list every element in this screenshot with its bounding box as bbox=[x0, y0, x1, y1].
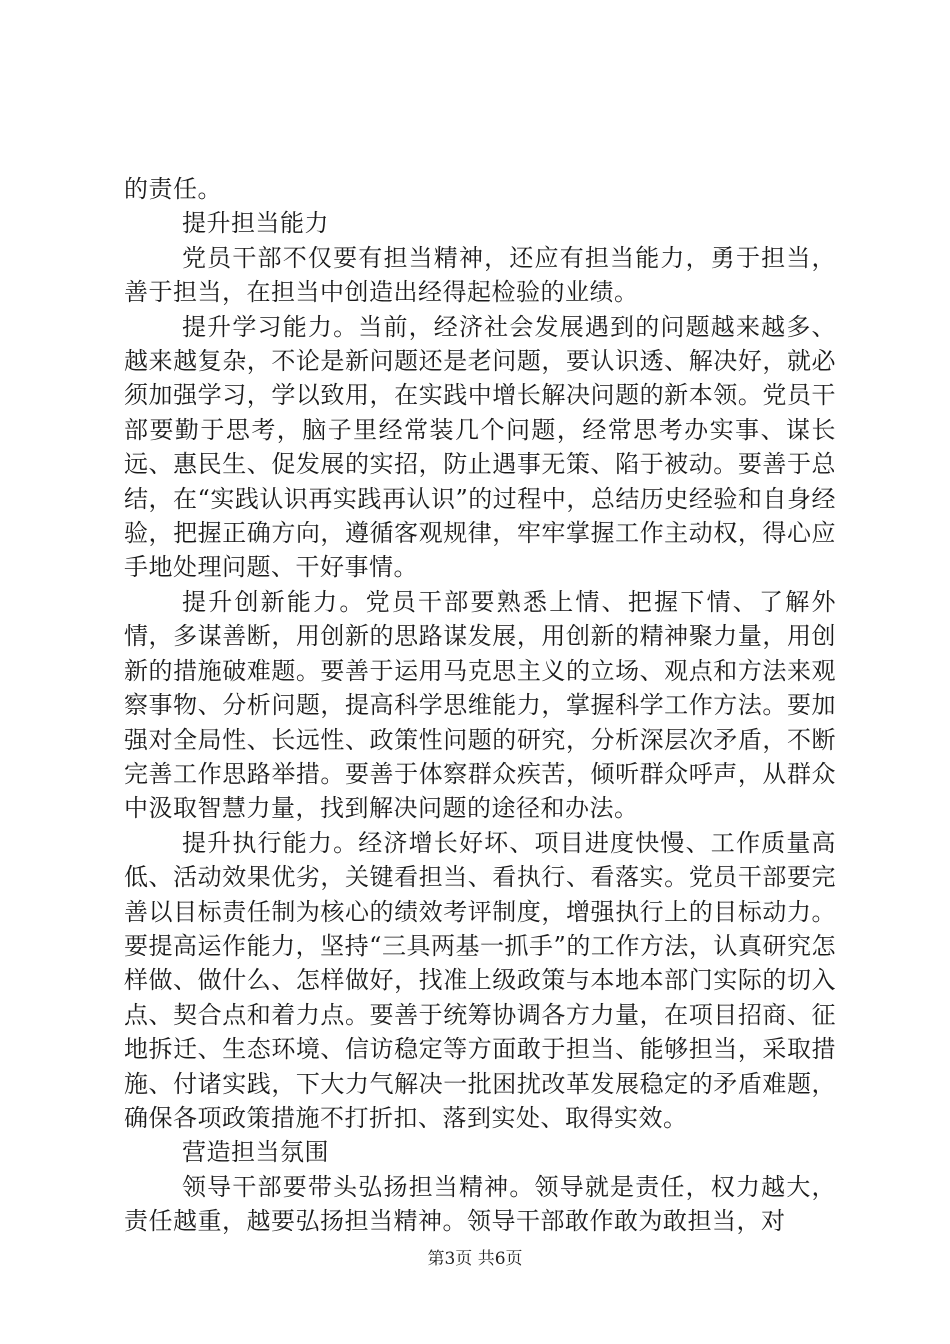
paragraph-leaders: 领导干部要带头弘扬担当精神。领导就是责任，权力越大，责任越重，越要弘扬担当精神。领导干部敢作敢为敢担当，对 bbox=[124, 1172, 836, 1236]
page-footer: 第3页 共6页 bbox=[427, 1249, 523, 1269]
paragraph-continuation: 的责任。 bbox=[124, 175, 222, 203]
paragraph-execution-ability: 提升执行能力。经济增长好坏、项目进度快慢、工作质量高低、活动效果优劣，关键看担当、看执行、看落实。党员干部要完善以目标责任制为核心的绩效考评制度，增强执行上的目标动力。要提高运作能力，坚持“三具两基一抓手”的工作方法，认真研究怎样做、做什么、怎样做好，找准上级政策与本地本部门实际的切入点、契合点和着力点。要善于统筹协调各方力量，在项目招商、征地拆迁、生态环境、信访稳定等方面敢于担当、能够担当，采取措施、付诸实践，下大力气解决一批困扰改革发展稳定的矛盾难题，确保各项政策措施不打折扣、落到实处、取得实效。 bbox=[124, 828, 836, 1132]
paragraph-ability-intro: 党员干部不仅要有担当精神，还应有担当能力，勇于担当，善于担当，在担当中创造出经得起检验的业绩。 bbox=[124, 243, 836, 307]
paragraph-learning-ability: 提升学习能力。当前，经济社会发展遇到的问题越来越多、越来越复杂，不论是新问题还是老问题，要认识透、解决好，就必须加强学习，学以致用，在实践中增长解决问题的新本领。党员干部要勤于思考，脑子里经常装几个问题，经常思考办实事、谋长远、惠民生、促发展的实招，防止遇事无策、陷于被动。要善于总结，在“实践认识再实践再认识”的过程中，总结历史经验和自身经验，把握正确方向，遵循客观规律，牢牢掌握工作主动权，得心应手地处理问题、干好事情。 bbox=[124, 312, 836, 582]
paragraph-innovation-ability: 提升创新能力。党员干部要熟悉上情、把握下情、了解外情，多谋善断，用创新的思路谋发展，用创新的精神聚力量，用创新的措施破难题。要善于运用马克思主义的立场、观点和方法来观察事物、分析问题，提高科学思维能力，掌握科学工作方法。要加强对全局性、长远性、政策性问题的研究，分析深层次矛盾，不断完善工作思路举措。要善于体察群众疾苦，倾听群众呼声，从群众中汲取智慧力量，找到解决问题的途径和办法。 bbox=[124, 587, 836, 823]
section-heading-atmosphere: 营造担当氛围 bbox=[182, 1138, 329, 1167]
document-body bbox=[124, 172, 836, 1239]
section-heading-ability: 提升担当能力 bbox=[182, 209, 329, 238]
